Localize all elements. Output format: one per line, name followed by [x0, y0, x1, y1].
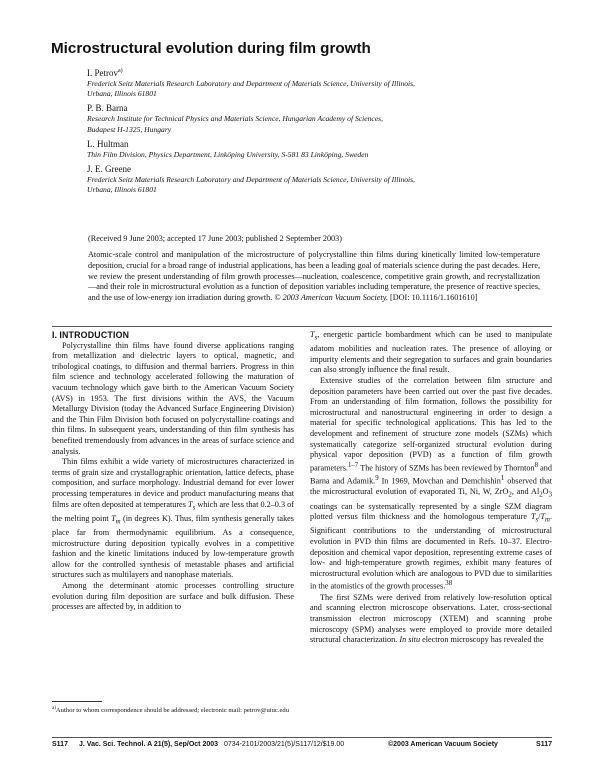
paragraph: Polycrystalline thin films have found diverse applications ranging from metallization and dielectric layers to optical, magnetic, and tribological coatings, to diffusion and thermal barriers. Progress in thin film science and technology accelerated following the maturation of vacuum technology which gave birth to the American Vacuum Society (AVS) in 1953. The first divisions within the AVS, the Vacuum Metallurgy Division (today the Advanced Surface Engineering Division) and the Thin Film Division both focused on polycrystalline coatings and thin films. In subsequent years, understanding of thin film synthesis has benefited tremendously from advances in the areas of surface science and analysis. [52, 340, 294, 456]
page-footer [52, 740, 552, 754]
publication-code: 0734-2101/2003/21(5)/S117/12/$19.00 [224, 741, 345, 748]
author-affiliation [87, 79, 557, 99]
citation-ref[interactable]: 8 [534, 461, 539, 469]
footnote-text: Author to whom correspondence should be addressed; electronic mail: petrov@uiuc.edu [55, 707, 290, 715]
author-name [87, 164, 557, 175]
footer-copyright: ©2003 American Vacuum Society [388, 741, 498, 748]
affiliation-line: Thin Film Division, Physics Department, Linköping University, S-581 83 Linköping, Sweden [87, 149, 369, 159]
footnote-divider [52, 701, 102, 702]
affiliation-line: Research Institute for Technical Physics and Materials Science, Hungarian Academy of Sciences, [87, 114, 384, 124]
citation-ref[interactable]: 1 [500, 475, 505, 483]
author-name-text: P. B. Barna [87, 103, 128, 114]
author-list [87, 66, 557, 199]
footnote [52, 705, 294, 716]
author-name [87, 139, 557, 150]
author-block [87, 103, 557, 134]
author-block [87, 139, 557, 160]
author-block [87, 66, 557, 99]
footnote-mark: a) [52, 706, 56, 711]
affiliation-line: Frederick Seitz Materials Research Laboratory and Department of Materials Science, University of Illinois, [87, 79, 416, 88]
left-column [52, 330, 294, 613]
author-name [87, 103, 557, 114]
author-affiliation [87, 150, 557, 160]
section-title: INTRODUCTION [59, 330, 130, 340]
author-name [87, 66, 557, 79]
journal-citation: J. Vac. Sci. Technol. A 21(5), Sep/Oct 2003 [79, 741, 219, 748]
affiliation-line: Urbana, Illinois 61801 [87, 89, 157, 99]
paragraph: The first SZMs were derived from relatively low-resolution optical and scanning electron microscope observations. Later, cross-sectional transmission electron microscopy (XTEM) and scanning probe microscopy (SPM) analyses were employed to provide more detailed structural characterization. In situ electron microscopy has revealed the [310, 592, 552, 645]
affiliation-line: Frederick Seitz Materials Research Laboratory and Department of Materials Science, University of Illinois, [87, 175, 416, 185]
page-number-left: S117 [52, 741, 68, 748]
abstract-copyright: © 2003 American Vacuum Society. [274, 293, 388, 302]
received-dates: (Received 9 June 2003; accepted 17 June 2003; published 2 September 2003) [88, 234, 342, 243]
author-name-text: I. Petrov [87, 68, 118, 78]
abstract [88, 250, 540, 304]
paragraph: $T_s$, energetic particle bombardment which can be used to manipulate adatom mobilities and nucleation rates. The presence of alloying or impurity elements and their segregation to surfaces and grain boundaries can also strongly influence the final result. [310, 330, 552, 375]
section-divider [52, 326, 552, 327]
affiliation-line: Urbana, Illinois 61801 [87, 185, 157, 195]
footer-divider [52, 737, 552, 738]
author-name-text: J. E. Greene [87, 164, 131, 175]
author-name-text: L. Hultman [87, 138, 129, 149]
citation-ref[interactable]: 1–7 [347, 461, 359, 469]
abstract-body: Atomic-scale control and manipulation of the microstructure of polycrystalline thin films during kinetically limited low-temperature deposition, crucial for a broad range of industrial applications, has been a leading goal of materials science during the past decades. Here, we review the present understanding of film growth processes—nucleation, coalescence, competitive grain growth, and recrystallization—and their role in microstructural evolution as a function of deposition variables including temperature, the presence of reactive species, and the use of low-energy ion irradiation during growth. [88, 250, 540, 302]
page-number-right: S117 [536, 741, 552, 748]
right-column [310, 330, 552, 646]
section-number: I. [52, 330, 57, 340]
author-affiliation [87, 114, 557, 134]
paragraph: Among the determinant atomic processes controlling structure evolution during film deposition are surface and bulk diffusion. These processes are affected by, in addition to [52, 580, 294, 612]
section-heading [52, 330, 294, 341]
author-affiliation [87, 175, 557, 195]
paper-title: Microstructural evolution during film growth [51, 40, 371, 57]
citation-ref[interactable]: 9 [375, 475, 379, 483]
paragraph: Extensive studies of the correlation between film structure and deposition parameters have been carried out over the past five decades. From an understanding of film formation, follows the possibility for microstructural and nanostructural engineering in order to design a material for specific technological applications. This has led to the development and refinement of structure zone models (SZMs) which systematically categorize self-organized structural evolution during physical vapor deposition (PVD) as a function of film growth parameters.$^{1-7}$ The history of SZMs has been reviewed by Thornton$^8$ and Barna and Adamik.$^9$ In 1969, Movchan and Demchishin$^1$ observed that the microstructural evolution of evaporated Ti, Ni, W, ZrO$_2$, and $Al_2O_3$ coatings can be systematically represented by a single SZM diagram plotted versus film thickness and the homologous temperature $T_s/T_m$. Significant contributions to the understanding of microstructural evolution in PVD thin films are documented in Refs. 10–37. Electro-deposition and chemical vapor deposition, representing extreme cases of low- and high-temperature growth regimes, exhibit many features of microstructural evolution which are analogous to PVD due to similarities in the atomistics of the growth processes.$^{38}$ [310, 376, 552, 592]
affiliation-line: Budapest H-1325, Hungary [87, 124, 172, 134]
doi-link[interactable]: [DOI: 10.1116/1.1601610] [389, 293, 478, 302]
citation-ref[interactable]: 38 [445, 580, 453, 588]
author-footnote-mark: a) [118, 68, 123, 74]
paragraph: Thin films exhibit a wide variety of microstructures characterized in terms of grain size and crystallographic orientation, lattice defects, phase composition, and surface morphology. Industrial demand for ever lower processing temperatures in device and product manufacturing means that films are often deposited at temperatures $T_s$ which are less that 0.2–0.3 of the melting point $T_m$ (in degrees K). Thus, film synthesis generally takes place far from thermodynamic equilibrium. As a consequence, microstructure during deposition typically evolves in a competitive fashion and the kinetic limitations induced by low-temperature growth allow for the controlled synthesis of metastable phases and artificial structures such as multilayers and nanophase materials. [52, 457, 294, 580]
author-block [87, 164, 557, 195]
